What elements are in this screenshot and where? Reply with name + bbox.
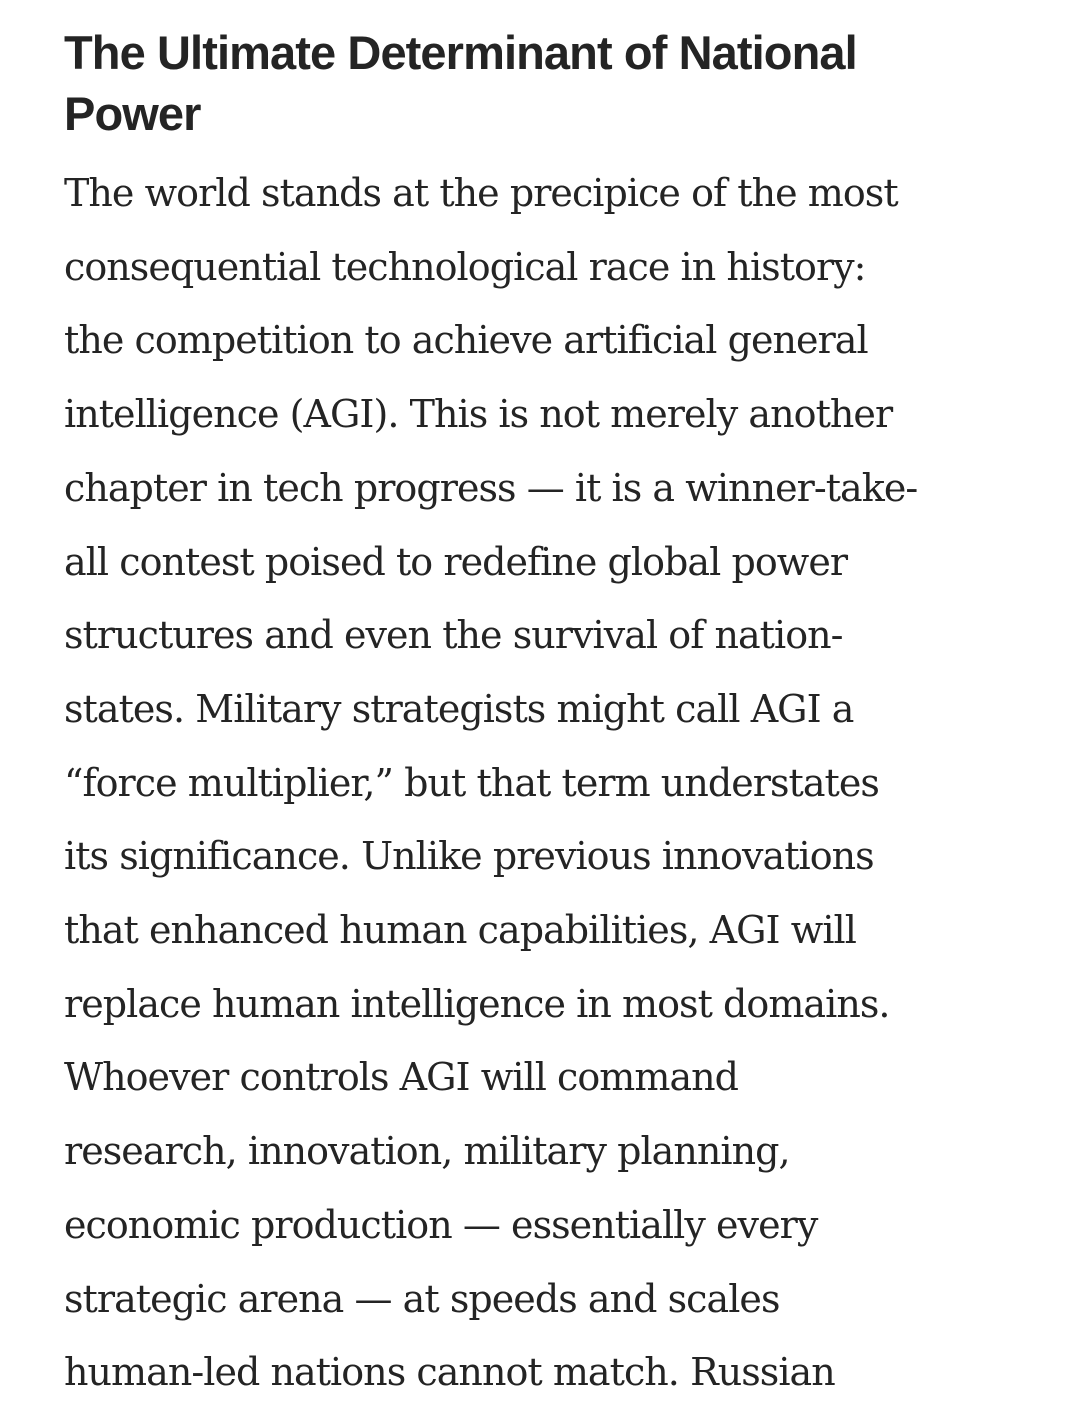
body-paragraph: [64, 157, 1024, 1410]
paragraph-line: the competition to achieve artificial general: [64, 318, 868, 363]
heading-line: Power: [64, 87, 201, 140]
paragraph-line: The world stands at the precipice of the most: [64, 171, 898, 215]
paragraph-line: consequential technological race in history:: [64, 244, 866, 289]
article-body: [64, 22, 1024, 1410]
paragraph-line: that enhanced human capabilities, AGI will: [64, 908, 856, 953]
paragraph-line: intelligence (AGI). This is not merely another: [64, 392, 893, 437]
paragraph-line: Whoever controls AGI will command: [64, 1055, 739, 1100]
paragraph-line: all contest poised to redefine global power: [64, 539, 848, 584]
section-heading: [64, 22, 1024, 144]
paragraph-line: structures and even the survival of nation-: [64, 613, 843, 658]
paragraph-line: its significance. Unlike previous innovations: [64, 834, 874, 879]
paragraph-line: states. Military strategists might call AGI a: [64, 686, 854, 731]
paragraph-line: replace human intelligence in most domains.: [64, 981, 890, 1026]
paragraph-line: strategic arena — at speeds and scales: [64, 1276, 780, 1321]
paragraph-line: chapter in tech progress — it is a winner-take-: [64, 465, 918, 510]
paragraph-line: economic production — essentially every: [64, 1202, 818, 1247]
paragraph-line: “force multiplier,” but that term understates: [64, 760, 879, 805]
paragraph-line: research, innovation, military planning,: [64, 1129, 790, 1174]
paragraph-line: human-led nations cannot match. Russian: [64, 1350, 835, 1395]
heading-line: The Ultimate Determinant of National: [64, 26, 857, 79]
